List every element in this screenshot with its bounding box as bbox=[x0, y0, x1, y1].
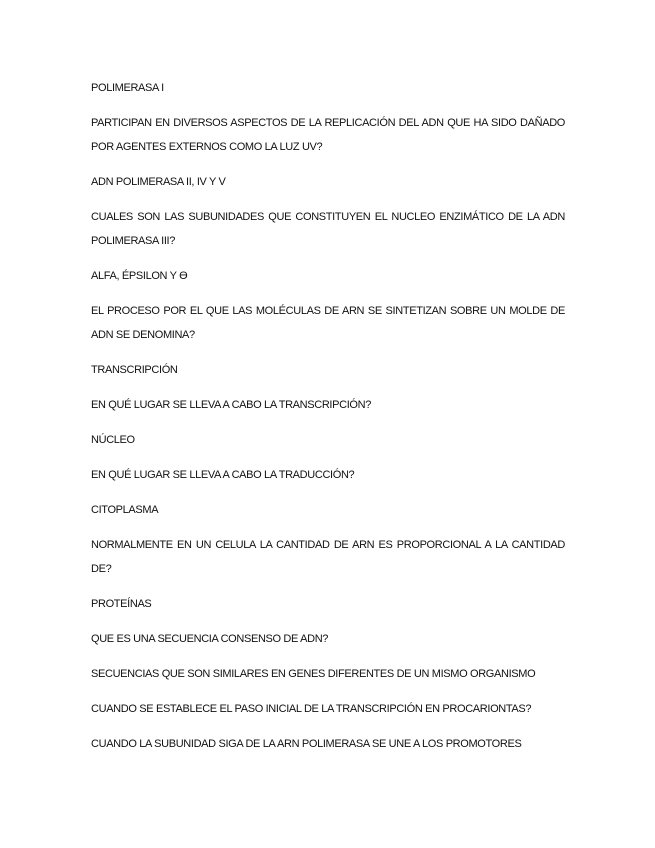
answer-subunidad-sigma: CUANDO LA SUBUNIDAD SIGA DE LA ARN POLIMERASA SE UNE A LOS PROMOTORES bbox=[91, 738, 522, 750]
question-paso-inicial: CUANDO SE ESTABLECE EL PASO INICIAL DE LA TRANSCRIPCIÓN EN PROCARIONTAS? bbox=[91, 703, 532, 715]
answer-nucleo: NÚCLEO bbox=[91, 434, 135, 446]
answer-adn-polimerasa-ii-iv-v: ADN POLIMERASA II, IV Y V bbox=[91, 176, 226, 188]
question-replicacion-dañado: PARTICIPAN EN DIVERSOS ASPECTOS DE LA REPLICACIÓN DEL ADN QUE HA SIDO DAÑADO POR AGENTES EXTERNOS COMO LA LUZ UV? bbox=[91, 117, 565, 153]
question-secuencia-consenso: QUE ES UNA SECUENCIA CONSENSO DE ADN? bbox=[91, 633, 329, 645]
answer-alfa-epsilon-theta: ALFA, ÉPSILON Y ϴ bbox=[91, 270, 188, 282]
document-body bbox=[91, 76, 565, 767]
question-lugar-transcripcion: EN QUÉ LUGAR SE LLEVA A CABO LA TRANSCRIPCIÓN? bbox=[91, 399, 371, 411]
answer-transcripcion: TRANSCRIPCIÓN bbox=[91, 364, 178, 376]
answer-citoplasma: CITOPLASMA bbox=[91, 504, 159, 516]
answer-proteinas: PROTEÍNAS bbox=[91, 598, 152, 610]
question-proceso-arn: EL PROCESO POR EL QUE LAS MOLÉCULAS DE ARN SE SINTETIZAN SOBRE UN MOLDE DE ADN SE DENOMINA? bbox=[91, 305, 565, 341]
answer-polimerasa-i: POLIMERASA I bbox=[91, 82, 164, 94]
question-subunidades-nucleo: CUALES SON LAS SUBUNIDADES QUE CONSTITUYEN EL NUCLEO ENZIMÁTICO DE LA ADN POLIMERASA III? bbox=[91, 211, 565, 247]
question-lugar-traduccion: EN QUÉ LUGAR SE LLEVA A CABO LA TRADUCCIÓN? bbox=[91, 469, 355, 481]
question-cantidad-arn: NORMALMENTE EN UN CELULA LA CANTIDAD DE ARN ES PROPORCIONAL A LA CANTIDAD DE? bbox=[91, 539, 565, 575]
answer-secuencias-similares: SECUENCIAS QUE SON SIMILARES EN GENES DIFERENTES DE UN MISMO ORGANISMO bbox=[91, 668, 536, 680]
